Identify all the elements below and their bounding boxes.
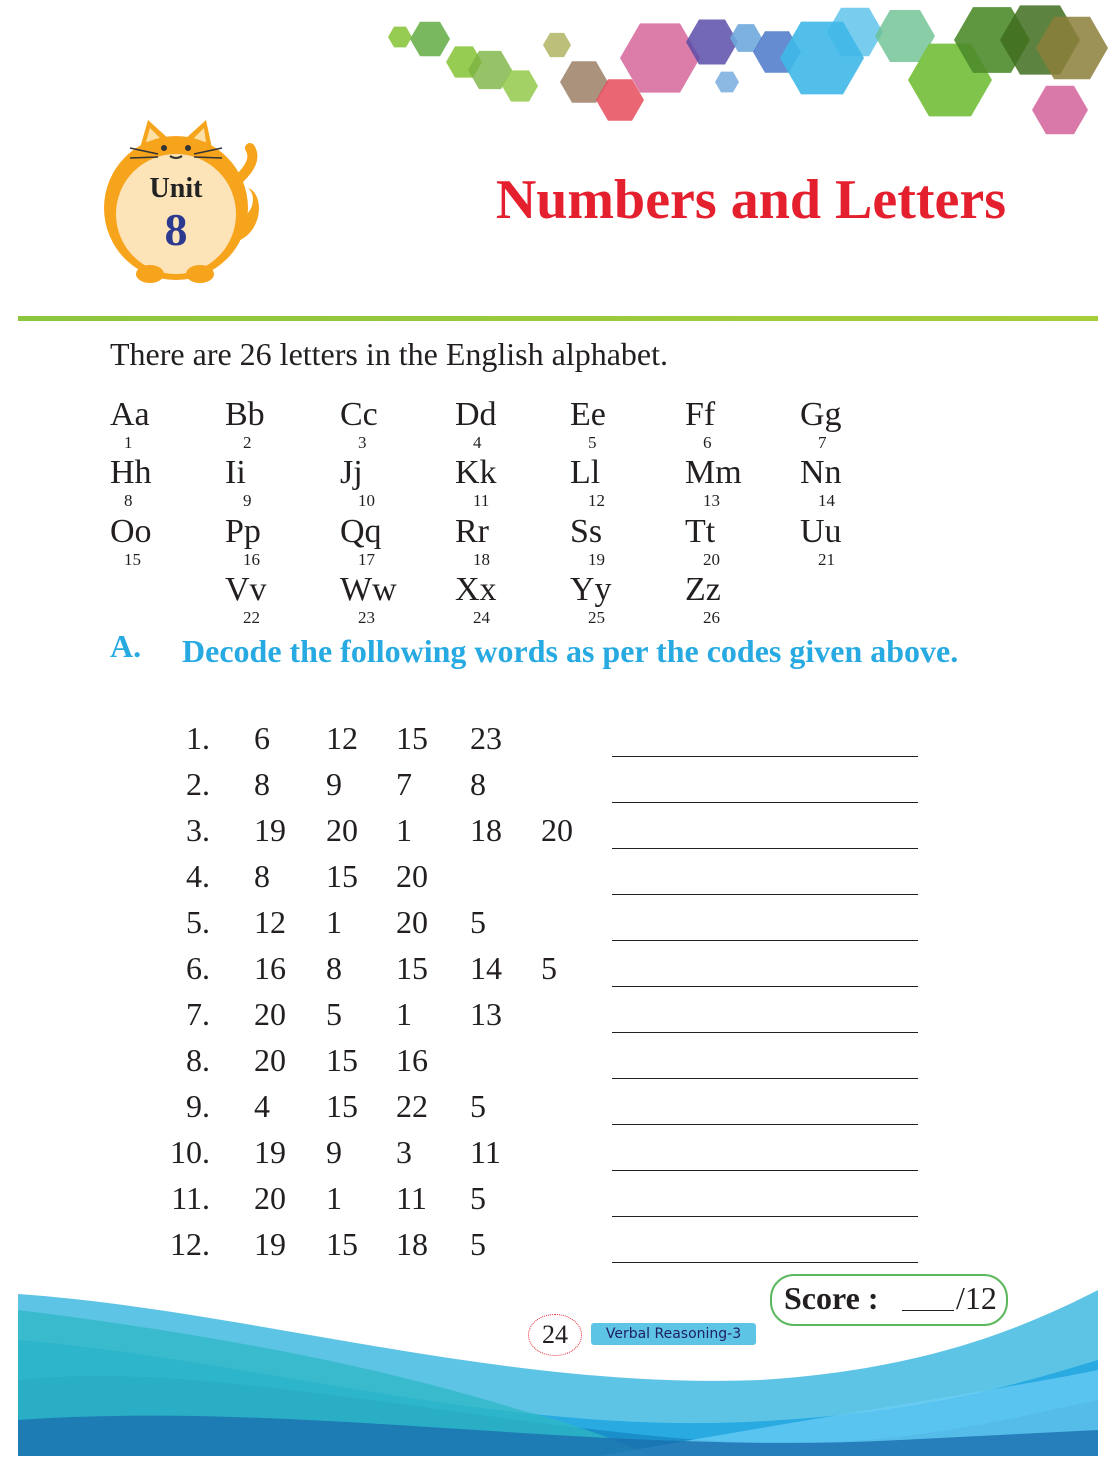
question-number: 5. xyxy=(186,904,210,940)
question-code: 8 xyxy=(254,766,270,802)
letter-code: 11 xyxy=(473,491,490,510)
question-code: 1 xyxy=(396,812,412,848)
letter-code: 13 xyxy=(703,491,720,510)
question-code: 1 xyxy=(326,1180,342,1216)
alphabet-cell xyxy=(225,573,305,626)
question-code: 5 xyxy=(470,1088,486,1124)
question-number: 6. xyxy=(186,950,210,986)
alphabet-cell xyxy=(110,398,190,451)
alphabet-cell xyxy=(225,515,305,568)
question-code: 20 xyxy=(254,996,286,1032)
answer-blank[interactable] xyxy=(612,894,918,895)
title-divider xyxy=(18,316,1098,321)
question-code: 16 xyxy=(254,950,286,986)
question-row xyxy=(150,950,930,996)
alphabet-cell xyxy=(570,515,650,568)
answer-blank[interactable] xyxy=(612,1262,918,1263)
unit-label: Unit xyxy=(149,173,203,204)
question-number: 9. xyxy=(186,1088,210,1124)
hexagon-shape xyxy=(388,27,412,48)
letter-pair: Mm xyxy=(685,454,742,491)
letter-code: 15 xyxy=(124,550,141,569)
question-code: 20 xyxy=(326,812,358,848)
score-total: /12 xyxy=(956,1280,997,1316)
question-code: 1 xyxy=(396,996,412,1032)
letter-code: 5 xyxy=(588,433,597,452)
question-code: 20 xyxy=(396,904,428,940)
hexagon-shape xyxy=(715,72,739,93)
letter-code: 20 xyxy=(703,550,720,569)
letter-code: 19 xyxy=(588,550,605,569)
question-code: 4 xyxy=(254,1088,270,1124)
question-code: 20 xyxy=(254,1042,286,1078)
question-number: 1. xyxy=(186,720,210,756)
letter-code: 6 xyxy=(703,433,712,452)
question-row xyxy=(150,720,930,766)
question-number: 4. xyxy=(186,858,210,894)
letter-pair: Ee xyxy=(570,396,606,433)
letter-code: 23 xyxy=(358,608,375,627)
letter-code: 7 xyxy=(818,433,827,452)
letter-code: 24 xyxy=(473,608,490,627)
alphabet-cell xyxy=(455,398,535,451)
answer-blank[interactable] xyxy=(612,1216,918,1217)
alphabet-cell xyxy=(340,515,420,568)
alphabet-cell xyxy=(455,515,535,568)
question-number: 10. xyxy=(170,1134,210,1170)
letter-pair: Bb xyxy=(225,396,265,433)
alphabet-cell xyxy=(225,398,305,451)
letter-code: 22 xyxy=(243,608,260,627)
question-row xyxy=(150,1042,930,1088)
letter-pair: Pp xyxy=(225,513,261,550)
question-code: 20 xyxy=(396,858,428,894)
question-code: 8 xyxy=(326,950,342,986)
score-label: Score : xyxy=(784,1280,879,1316)
question-number: 8. xyxy=(186,1042,210,1078)
hexagon-shape xyxy=(1032,86,1088,134)
letter-pair: Oo xyxy=(110,513,152,550)
question-number: 11. xyxy=(171,1180,210,1216)
letter-code: 16 xyxy=(243,550,260,569)
letter-code: 25 xyxy=(588,608,605,627)
answer-blank[interactable] xyxy=(612,848,918,849)
question-code: 13 xyxy=(470,996,502,1032)
question-number: 3. xyxy=(186,812,210,848)
alphabet-cell xyxy=(685,398,765,451)
question-row xyxy=(150,1180,930,1226)
question-code: 15 xyxy=(326,1226,358,1262)
question-code: 8 xyxy=(254,858,270,894)
question-row xyxy=(150,1088,930,1134)
alphabet-cell xyxy=(800,515,880,568)
question-code: 19 xyxy=(254,1134,286,1170)
alphabet-cell xyxy=(685,573,765,626)
question-code: 6 xyxy=(254,720,270,756)
question-code: 12 xyxy=(326,720,358,756)
hexagon-shape xyxy=(410,22,450,57)
letter-pair: Uu xyxy=(800,513,842,550)
question-row xyxy=(150,766,930,812)
alphabet-cell xyxy=(685,456,765,509)
question-code: 22 xyxy=(396,1088,428,1124)
section-letter: A. xyxy=(110,628,142,664)
intro-text: There are 26 letters in the English alphabet. xyxy=(110,336,669,372)
alphabet-cell xyxy=(455,456,535,509)
letter-pair: Ff xyxy=(685,396,716,433)
unit-number: 8 xyxy=(164,204,188,255)
letter-pair: Ww xyxy=(340,571,397,608)
question-number: 2. xyxy=(186,766,210,802)
alphabet-cell xyxy=(110,515,190,568)
question-code: 19 xyxy=(254,812,286,848)
alphabet-cell xyxy=(340,456,420,509)
question-code: 5 xyxy=(470,1180,486,1216)
question-code: 15 xyxy=(326,1088,358,1124)
question-code: 12 xyxy=(254,904,286,940)
letter-pair: Tt xyxy=(685,513,716,550)
letter-pair: Yy xyxy=(570,571,612,608)
question-number: 7. xyxy=(186,996,210,1032)
letter-code: 14 xyxy=(818,491,835,510)
section-instruction: Decode the following words as per the codes given above. xyxy=(182,633,959,669)
alphabet-cell xyxy=(800,398,880,451)
unit-badge xyxy=(100,118,270,288)
score-blank[interactable] xyxy=(902,1310,954,1311)
question-code: 14 xyxy=(470,950,502,986)
answer-blank[interactable] xyxy=(612,1124,918,1125)
question-code: 16 xyxy=(396,1042,428,1078)
question-code: 15 xyxy=(326,1042,358,1078)
question-code: 11 xyxy=(470,1134,501,1170)
answer-blank[interactable] xyxy=(612,940,918,941)
question-code: 20 xyxy=(254,1180,286,1216)
letter-pair: Xx xyxy=(455,571,497,608)
question-code: 5 xyxy=(470,1226,486,1262)
question-code: 18 xyxy=(396,1226,428,1262)
letter-pair: Aa xyxy=(110,396,150,433)
alphabet-cell xyxy=(800,456,880,509)
question-code: 5 xyxy=(326,996,342,1032)
letter-pair: Ii xyxy=(225,454,246,491)
alphabet-cell xyxy=(455,573,535,626)
letter-code: 26 xyxy=(703,608,720,627)
answer-blank[interactable] xyxy=(612,986,918,987)
answer-blank[interactable] xyxy=(612,1032,918,1033)
question-code: 18 xyxy=(470,812,502,848)
page-number: 24 xyxy=(528,1314,582,1356)
alphabet-cell xyxy=(685,515,765,568)
score-box xyxy=(770,1274,1008,1326)
letter-pair: Kk xyxy=(455,454,497,491)
question-row xyxy=(150,904,930,950)
alphabet-cell xyxy=(225,456,305,509)
question-code: 9 xyxy=(326,1134,342,1170)
letter-code: 9 xyxy=(243,491,252,510)
letter-pair: Vv xyxy=(225,571,267,608)
letter-code: 18 xyxy=(473,550,490,569)
question-number: 12. xyxy=(170,1226,210,1262)
letter-pair: Ss xyxy=(570,513,603,550)
alphabet-cell xyxy=(570,398,650,451)
question-code: 8 xyxy=(470,766,486,802)
question-row xyxy=(150,858,930,904)
answer-blank[interactable] xyxy=(612,1170,918,1171)
letter-pair: Rr xyxy=(455,513,489,550)
alphabet-cell xyxy=(570,456,650,509)
question-code: 20 xyxy=(541,812,573,848)
question-row xyxy=(150,1226,930,1272)
question-code: 7 xyxy=(396,766,412,802)
question-code: 1 xyxy=(326,904,342,940)
question-row xyxy=(150,812,930,858)
letter-code: 2 xyxy=(243,433,252,452)
letter-pair: Cc xyxy=(340,396,378,433)
answer-blank[interactable] xyxy=(612,1078,918,1079)
letter-code: 10 xyxy=(358,491,375,510)
letter-pair: Ll xyxy=(570,454,601,491)
letter-code: 21 xyxy=(818,550,835,569)
question-code: 9 xyxy=(326,766,342,802)
question-code: 15 xyxy=(326,858,358,894)
answer-blank[interactable] xyxy=(612,802,918,803)
letter-code: 1 xyxy=(124,433,133,452)
question-code: 23 xyxy=(470,720,502,756)
letter-code: 4 xyxy=(473,433,482,452)
question-code: 19 xyxy=(254,1226,286,1262)
alphabet-cell xyxy=(110,456,190,509)
letter-pair: Zz xyxy=(685,571,721,608)
letter-code: 8 xyxy=(124,491,133,510)
letter-pair: Dd xyxy=(455,396,497,433)
question-code: 5 xyxy=(541,950,557,986)
question-code: 11 xyxy=(396,1180,427,1216)
letter-code: 3 xyxy=(358,433,367,452)
question-code: 5 xyxy=(470,904,486,940)
alphabet-cell xyxy=(340,573,420,626)
letter-pair: Qq xyxy=(340,513,382,550)
book-title-tag: Verbal Reasoning-3 xyxy=(591,1323,756,1345)
page-title: Numbers and Letters xyxy=(495,169,1006,231)
letter-pair: Gg xyxy=(800,396,842,433)
hexagon-shape xyxy=(543,33,571,57)
letter-pair: Hh xyxy=(110,454,152,491)
question-code: 3 xyxy=(396,1134,412,1170)
question-row xyxy=(150,1134,930,1180)
alphabet-cell xyxy=(340,398,420,451)
letter-pair: Jj xyxy=(340,454,363,491)
alphabet-cell xyxy=(570,573,650,626)
letter-code: 17 xyxy=(358,550,375,569)
letter-pair: Nn xyxy=(800,454,842,491)
question-code: 15 xyxy=(396,950,428,986)
question-row xyxy=(150,996,930,1042)
letter-code: 12 xyxy=(588,491,605,510)
answer-blank[interactable] xyxy=(612,756,918,757)
question-code: 15 xyxy=(396,720,428,756)
